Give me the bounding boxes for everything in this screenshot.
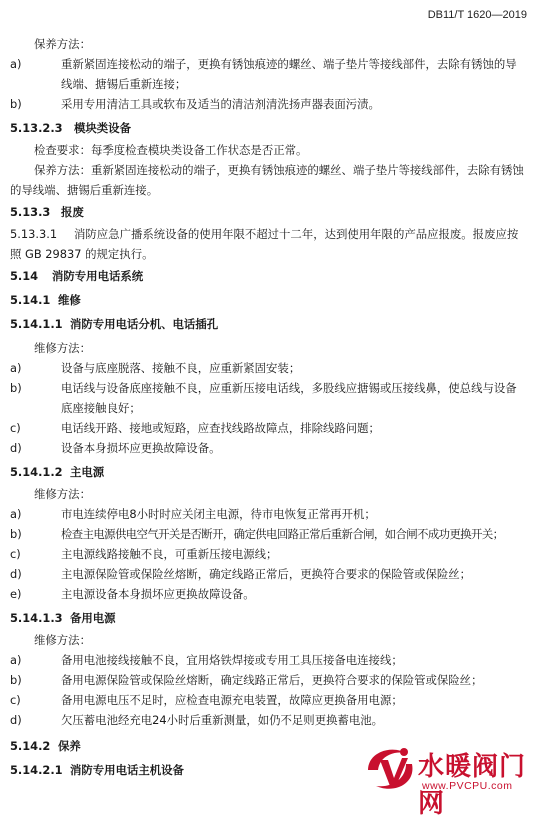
section-heading	[10, 760, 184, 780]
section-number: 5.14.1.3	[10, 611, 63, 625]
section-number: 5.13.2.3	[10, 121, 63, 135]
section-title: 消防专用电话分机、电话插孔	[70, 317, 219, 331]
list-text: 重新紧固连接松动的端子，更换有锈蚀痕迹的螺丝、端子垫片等接线部件，去除有锈蚀的导线端、搪锡后重新连接；	[61, 57, 517, 91]
list-item	[10, 438, 527, 458]
list-text: 电话线与设备底座接触不良，应重新压接电话线，多股线应搪锡或压接线鼻，使总线与设备底座接触良好；	[61, 381, 517, 415]
list-item	[10, 504, 527, 524]
list-text: 欠压蓄电池经充电24小时后重新测量，如仍不足则更换蓄电池。	[61, 713, 384, 727]
section-title: 消防专用电话主机设备	[70, 763, 184, 777]
list-marker: b)	[10, 673, 22, 687]
list-item	[10, 378, 527, 418]
section-title: 备用电源	[70, 611, 116, 625]
list-text: 市电连续停电8小时时应关闭主电源，待市电恢复正常再开机；	[61, 507, 376, 521]
list-text: 主电源设备本身损坏应更换故障设备。	[61, 587, 255, 601]
list-marker: b)	[10, 527, 22, 541]
list-item	[10, 94, 527, 114]
section-number: 5.14.2.1	[10, 763, 63, 777]
list-text: 电话线开路、接地或短路，应查找线路故障点，排除线路问题；	[61, 421, 380, 435]
clause-number: 5.13.3.1	[10, 227, 58, 241]
section-title: 消防专用电话系统	[52, 269, 144, 283]
watermark-url: www.PVCPU.com	[422, 780, 513, 792]
list-item	[10, 418, 527, 438]
list-text: 设备本身损坏应更换故障设备。	[61, 441, 221, 455]
list-item	[10, 564, 527, 584]
section-title: 主电源	[70, 465, 105, 479]
list-marker: e)	[10, 587, 22, 601]
watermark-logo	[362, 740, 538, 819]
paragraph: 保养方法：重新紧固连接松动的端子，更换有锈蚀痕迹的螺丝、端子垫片等接线部件，去除有锈蚀的导线端、搪锡后重新连接。	[10, 163, 524, 197]
paragraph-label: 维修方法：	[34, 487, 91, 501]
watermark-text: 水暖阀门网	[418, 752, 527, 819]
section-number: 5.14.1.2	[10, 465, 63, 479]
section-heading	[10, 462, 104, 482]
list-marker: d)	[10, 441, 22, 455]
list-text: 备用电源保险管或保险丝熔断，确定线路正常后，更换符合要求的保险管或保险丝；	[61, 673, 483, 687]
list-item	[10, 710, 527, 730]
section-heading	[10, 202, 84, 222]
list-marker: d)	[10, 713, 22, 727]
list-marker: c)	[10, 421, 21, 435]
list-marker: a)	[10, 361, 22, 375]
section-title: 维修	[58, 293, 81, 307]
list-text: 主电源线路接触不良，可重新压接电源线；	[61, 547, 278, 561]
section-number: 5.14.1	[10, 293, 51, 307]
list-marker: b)	[10, 381, 22, 395]
list-marker: c)	[10, 547, 21, 561]
section-number: 5.14.2	[10, 739, 51, 753]
clause	[10, 224, 527, 264]
section-number: 5.14.1.1	[10, 317, 63, 331]
list-item	[10, 690, 527, 710]
watermark-mark-icon	[362, 740, 418, 796]
paragraph-label: 维修方法：	[34, 633, 91, 647]
paragraph-label: 保养方法：	[34, 37, 91, 51]
paragraph: 检查要求：每季度检查模块类设备工作状态是否正常。	[34, 143, 308, 157]
list-item	[10, 358, 527, 378]
section-title: 保养	[58, 739, 81, 753]
section-number: 5.13.3	[10, 205, 51, 219]
list-marker: b)	[10, 97, 22, 111]
section-heading	[10, 118, 131, 138]
section-number: 5.14	[10, 269, 39, 283]
section-title: 报废	[61, 205, 84, 219]
clause-text: 消防应急广播系统设备的使用年限不超过十二年，达到使用年限的产品应报废。报废应按照 GB 29837 的规定执行。	[10, 227, 519, 261]
section-heading	[10, 314, 218, 334]
list-marker: a)	[10, 507, 22, 521]
list-text: 备用电池接线接触不良，宜用烙铁焊接或专用工具压接备电连接线；	[61, 653, 403, 667]
list-item	[10, 670, 527, 690]
paragraph-label: 维修方法：	[34, 341, 91, 355]
section-heading	[10, 736, 81, 756]
list-item	[10, 544, 527, 564]
list-marker: d)	[10, 567, 22, 581]
list-text: 设备与底座脱落、接触不良，应重新紧固安装；	[61, 361, 301, 375]
document-code: DB11/T 1620—2019	[427, 9, 527, 21]
section-heading	[10, 608, 116, 628]
list-item	[10, 54, 527, 94]
list-text: 检查主电源供电空气开关是否断开，确定供电回路正常后重新合闸，如合闸不成功更换开关；	[61, 527, 504, 541]
list-text: 采用专用清洁工具或软布及适当的清洁剂清洗扬声器表面污渍。	[61, 97, 380, 111]
section-title: 模块类设备	[74, 121, 131, 135]
list-item	[10, 584, 527, 604]
list-text: 备用电源电压不足时，应检查电源充电装置，故障应更换备用电源；	[61, 693, 403, 707]
section-heading	[10, 266, 143, 286]
list-text: 主电源保险管或保险丝熔断，确定线路正常后，更换符合要求的保险管或保险丝；	[61, 567, 472, 581]
list-marker: a)	[10, 653, 22, 667]
section-heading	[10, 290, 81, 310]
list-item	[10, 524, 527, 544]
list-marker: c)	[10, 693, 21, 707]
list-item	[10, 650, 527, 670]
list-marker: a)	[10, 57, 22, 71]
